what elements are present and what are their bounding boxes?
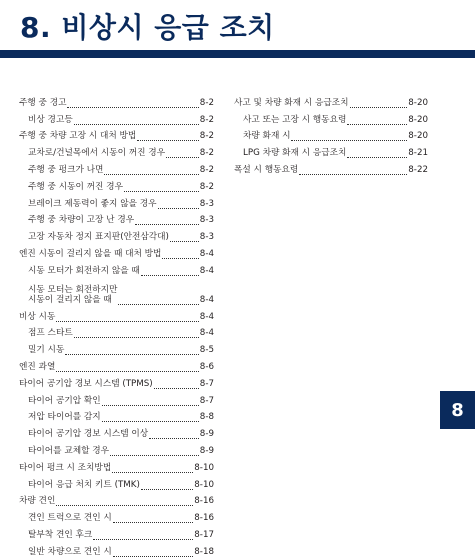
toc-entry[interactable] [19,406,214,423]
toc-entry-page: 8-4 [199,248,214,259]
dot-leader [350,98,408,108]
toc-entry-page: 8-2 [199,114,214,125]
toc-entry-page: 8-7 [199,395,214,406]
toc-entry-page: 8-5 [199,345,214,356]
toc-entry[interactable] [234,158,428,175]
toc-entry-title: 엔진 시동이 걸리지 않을 때 대처 방법 [19,248,162,259]
toc-entry[interactable] [19,473,214,490]
toc-entry[interactable] [19,372,214,389]
toc-entry-title: 밀기 시동 [28,345,65,356]
toc-entry-page: 8-21 [408,148,428,159]
toc-entry-title: 사고 또는 고장 시 행동요령 [243,114,347,125]
dot-leader [102,412,199,422]
toc-entry-title: 타이어 응급 처치 키트 (TMK) [28,479,140,490]
toc-entry-title: 비상 시동 [19,311,56,322]
toc-entry-page: 8-10 [194,462,214,473]
toc-entry[interactable] [19,523,214,540]
toc-entry-page: 8-3 [199,198,214,209]
dot-leader [65,345,198,355]
toc-entry-title: 시동 모터가 회전하지 않을 때 [28,265,140,276]
toc-entry-page: 8-4 [199,311,214,322]
toc-entry-title: 주행 중 펑크가 나면 [28,164,104,175]
dot-leader [124,182,199,192]
toc-entry[interactable] [19,91,214,108]
toc-entry[interactable] [19,338,214,355]
dot-leader [347,148,407,158]
toc-entry-page: 8-3 [199,232,214,243]
toc-entry-title: 비상 경고등 [28,114,73,125]
toc-entry-page: 8-6 [199,361,214,372]
dot-leader [56,362,198,372]
toc-column-right [234,91,428,175]
toc-entry-title: 폭설 시 행동요령 [234,164,299,175]
dot-leader [141,480,193,490]
toc-entry-title: 고장 자동차 정지 표지판(안전삼각대) [28,232,169,243]
toc-entry-page: 8-2 [199,131,214,142]
dot-leader [74,328,199,338]
toc-entry-page: 8-17 [194,529,214,540]
toc-entry-title: 타이어 공기압 확인 [28,395,101,406]
toc-entry-page: 8-7 [199,378,214,389]
toc-entry-title: 차량 화재 시 [243,131,291,142]
dot-leader [162,249,198,259]
toc-entry-page: 8-9 [199,445,214,456]
dot-leader [74,115,199,125]
toc-entry-title: 주행 중 시동이 꺼진 경우 [28,181,123,192]
toc-entry[interactable] [19,305,214,322]
toc-entry[interactable] [234,125,428,142]
toc-entry-title: 타이어 공기압 경보 시스템 (TPMS) [19,378,153,389]
page-title: 8. 비상시 응급 조치 [20,11,275,44]
toc-entry-title: 견인 트럭으로 견인 시 [28,513,112,524]
toc-entry[interactable] [19,209,214,226]
toc-entry-title: 엔진 과열 [19,361,56,372]
dot-leader [135,215,199,225]
toc-entry-title: 차량 견인 [19,496,56,507]
toc-entry-title: LPG 차량 화재 시 응급조치 [243,148,347,159]
toc-entry-page: 8-2 [199,97,214,108]
toc-entry-page: 8-10 [194,479,214,490]
dot-leader [166,148,199,158]
toc-entry[interactable] [19,540,214,557]
toc-entry-title: 점프 스타트 [28,328,73,339]
toc-entry-page: 8-4 [199,265,214,276]
dot-leader [113,547,193,557]
toc-entry-page: 8-4 [199,328,214,339]
toc-entry[interactable] [19,456,214,473]
dot-leader [158,199,199,209]
dot-leader [93,530,193,540]
toc-entry[interactable] [19,355,214,372]
dot-leader [137,131,199,141]
toc-entry-page: 8-4 [199,294,214,305]
toc-entry[interactable] [19,322,214,339]
toc-column-left [19,91,214,557]
toc-entry-title: 일반 차량으로 견인 시 [28,546,112,557]
toc-entry-title: 탈부착 견인 후크 [28,529,93,540]
toc-entry-title: 사고 및 차량 화재 시 응급조치 [234,97,349,108]
toc-entry-page: 8-20 [408,97,428,108]
toc-entry-page: 8-9 [199,429,214,440]
toc-entry[interactable] [19,225,214,242]
toc-entry-title: 브레이크 제동력이 좋지 않을 경우 [28,198,157,209]
dot-leader [170,232,199,242]
dot-leader [56,312,198,322]
toc-entry[interactable] [234,91,428,108]
dot-leader [56,496,193,506]
toc-entry[interactable] [234,108,428,125]
toc-entry[interactable] [19,259,214,276]
toc-entry-title: 주행 중 경고 [19,97,67,108]
dot-leader [299,165,407,175]
toc-entry[interactable] [19,276,214,305]
toc-entry[interactable] [19,125,214,142]
toc-entry-page: 8-2 [199,164,214,175]
dot-leader [112,463,193,473]
toc-entry[interactable] [19,158,214,175]
dot-leader [347,115,407,125]
toc-entry-page: 8-16 [194,513,214,524]
toc-entry[interactable] [19,192,214,209]
toc-entry-title: 주행 중 차량이 고장 난 경우 [28,215,135,226]
dot-leader [149,429,199,439]
toc-entry[interactable] [19,439,214,456]
toc-entry-page: 8-18 [194,546,214,557]
dot-leader [104,165,198,175]
toc-entry-page: 8-16 [194,496,214,507]
toc-entry[interactable] [19,389,214,406]
toc-entry[interactable] [19,490,214,507]
toc-entry-title: 타이어를 교체할 경우 [28,445,110,456]
dot-leader [118,295,198,305]
toc-entry-page: 8-3 [199,215,214,226]
toc-entry-title: 주행 중 차량 고장 시 대처 방법 [19,131,137,142]
toc-entry-page: 8-2 [199,181,214,192]
toc-entry-page: 8-2 [199,148,214,159]
dot-leader [291,131,407,141]
toc-entry-page: 8-8 [199,412,214,423]
toc-entry-title-line: 시동이 걸리지 않을 때 [28,294,112,305]
toc-entry-title [28,285,117,305]
chapter-tab [440,391,475,429]
dot-leader [102,396,199,406]
toc-entry-page: 8-20 [408,131,428,142]
chapter-tab-label: 8 [451,399,464,421]
toc-entry[interactable] [19,506,214,523]
toc-entry-title: 교차로/건널목에서 시동이 꺼진 경우 [28,148,166,159]
toc-entry-title: 타이어 공기압 경보 시스템 이상 [28,429,149,440]
toc-entry[interactable] [19,108,214,125]
toc-entry[interactable] [19,242,214,259]
toc-entry[interactable] [19,141,214,158]
toc-entry-page: 8-20 [408,114,428,125]
toc-entry-title: 저압 타이어를 감지 [28,412,101,423]
title-rule [0,50,475,58]
toc-entry-page: 8-22 [408,164,428,175]
dot-leader [154,379,199,389]
toc-entry-title-line: 시동 모터는 회전하지만 [28,284,118,295]
dot-leader [141,266,199,276]
toc-entry[interactable] [234,141,428,158]
dot-leader [67,98,198,108]
dot-leader [110,446,199,456]
toc-entry[interactable] [19,422,214,439]
toc-entry[interactable] [19,175,214,192]
toc-entry-title: 타이어 펑크 시 조치방법 [19,462,112,473]
dot-leader [113,513,193,523]
